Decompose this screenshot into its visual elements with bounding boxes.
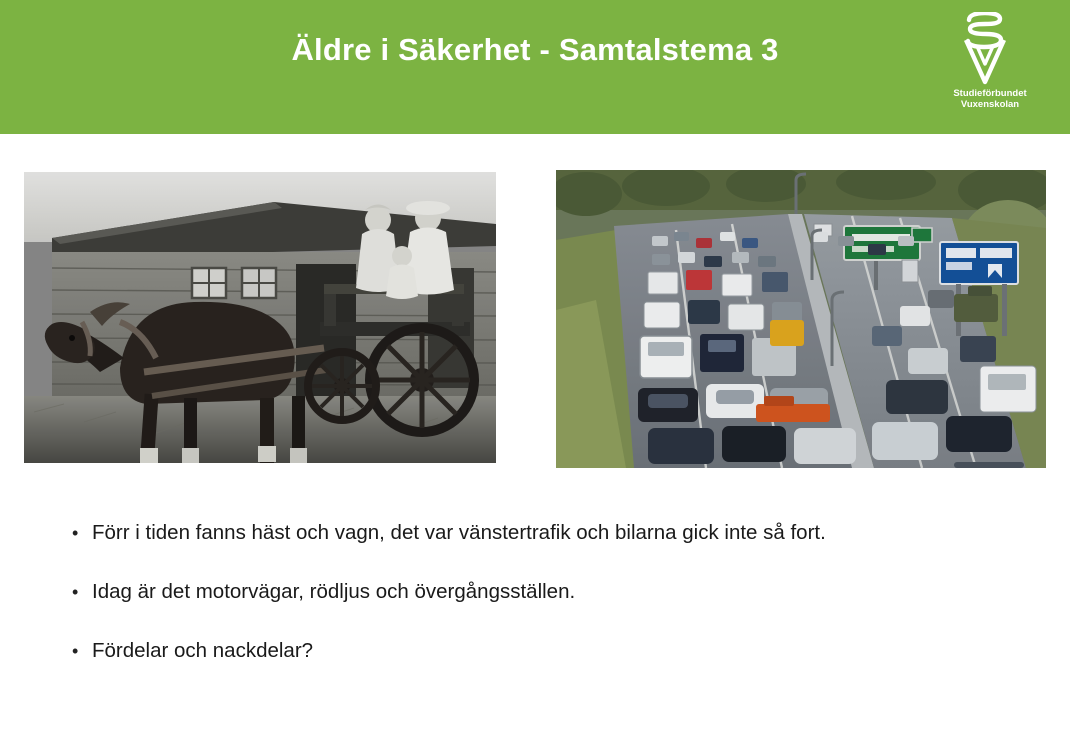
historic-horse-and-cart-photo bbox=[24, 172, 496, 463]
bullet-marker: • bbox=[72, 641, 79, 661]
logo-line-2: Vuxenskolan bbox=[960, 99, 1020, 110]
bullet-list bbox=[72, 518, 1012, 695]
list-item bbox=[72, 577, 1012, 607]
modern-motorway-traffic-jam-photo bbox=[556, 170, 1046, 468]
bullet-text: Idag är det motorvägar, rödljus och övergångsställen. bbox=[92, 580, 576, 603]
bullet-marker: • bbox=[72, 582, 79, 602]
logo-wordmark bbox=[936, 88, 1044, 110]
bullet-marker: • bbox=[72, 523, 79, 543]
list-item bbox=[72, 636, 1012, 666]
svv-logo-mark bbox=[936, 12, 1044, 88]
bullet-text: Fördelar och nackdelar? bbox=[92, 639, 314, 662]
page-title: Äldre i Säkerhet - Samtalstema 3 bbox=[291, 32, 779, 67]
bullet-text: Förr i tiden fanns häst och vagn, det var vänstertrafik och bilarna gick inte så fort. bbox=[92, 521, 826, 544]
slide-header-banner bbox=[0, 0, 1070, 134]
list-item bbox=[72, 518, 1012, 548]
logo-line-1: Studieförbundet bbox=[953, 88, 1027, 99]
svv-logo bbox=[936, 12, 1044, 112]
